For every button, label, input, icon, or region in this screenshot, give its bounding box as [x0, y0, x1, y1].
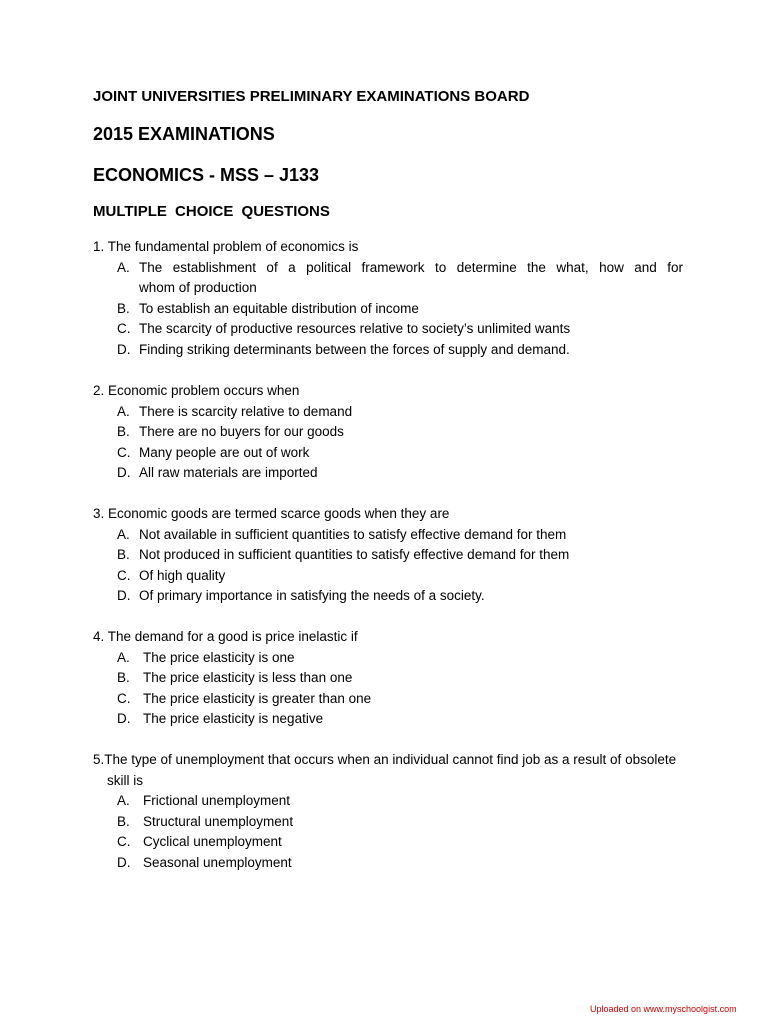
option-item: [93, 340, 683, 361]
upload-watermark: Uploaded on www.myschoolgist.com: [590, 1004, 737, 1014]
option-letter: A.: [117, 649, 130, 665]
option-text: Structural unemployment: [143, 813, 294, 829]
option-letter: B.: [117, 547, 130, 562]
option-letter: B.: [117, 670, 130, 685]
question-1: [93, 237, 683, 360]
option-letter: B.: [117, 424, 130, 439]
option-text: All raw materials are imported: [139, 465, 318, 480]
option-letter: C.: [117, 321, 131, 336]
option-list: [93, 525, 683, 607]
option-text: Not produced in sufficient quantities to satisfy effective demand for them: [139, 547, 570, 562]
option-text: There are no buyers for our goods: [139, 424, 344, 439]
option-text-continued: whom of production: [139, 280, 257, 295]
option-list: [93, 258, 683, 361]
exam-year-title: 2015 EXAMINATIONS: [93, 124, 275, 144]
question-stem: 2. Economic problem occurs when: [93, 383, 300, 398]
option-item: [93, 525, 683, 546]
question-4: [93, 627, 683, 730]
option-text: The establishment of a political framework to determine the what, how and for: [139, 259, 683, 275]
option-letter: D.: [117, 588, 131, 603]
option-letter: A.: [117, 526, 130, 542]
option-item: [93, 832, 683, 853]
option-text: Finding striking determinants between the forces of supply and demand.: [139, 341, 570, 357]
option-letter: C.: [117, 567, 131, 583]
option-letter: D.: [117, 341, 131, 357]
option-letter: A.: [117, 793, 130, 808]
question-5: [93, 750, 683, 873]
question-3: [93, 504, 683, 607]
option-item: [93, 668, 683, 689]
option-item: [93, 648, 683, 669]
option-letter: B.: [117, 300, 130, 316]
option-letter: C.: [117, 444, 131, 460]
option-text: Seasonal unemployment: [143, 854, 292, 870]
option-list: [93, 402, 683, 484]
option-letter: A.: [117, 259, 130, 275]
option-text: Of high quality: [139, 567, 226, 583]
option-text: Frictional unemployment: [143, 793, 291, 808]
option-item: [93, 422, 683, 443]
option-item: [93, 586, 683, 607]
option-text: To establish an equitable distribution of income: [139, 300, 419, 316]
option-item: [93, 319, 683, 340]
option-item: [93, 709, 683, 730]
question-2: [93, 381, 683, 484]
option-letter: C.: [117, 834, 131, 849]
option-letter: D.: [117, 854, 131, 870]
option-text: Not available in sufficient quantities to satisfy effective demand for them: [139, 526, 567, 542]
subject-title: ECONOMICS - MSS – J133: [93, 165, 320, 185]
option-item: [93, 258, 683, 299]
option-text: Many people are out of work: [139, 444, 310, 460]
option-item: [93, 853, 683, 874]
option-item: [93, 299, 683, 320]
option-item: [93, 545, 683, 566]
option-text: The scarcity of productive resources relative to society’s unlimited wants: [139, 321, 571, 336]
question-stem: 5.The type of unemployment that occurs when an individual cannot find job as a result of obsolete skill is: [93, 752, 677, 788]
section-title: MULTIPLE CHOICE QUESTIONS: [93, 203, 330, 220]
option-item: [93, 689, 683, 710]
option-text: The price elasticity is less than one: [143, 670, 353, 685]
option-item: [93, 463, 683, 484]
option-letter: D.: [117, 465, 131, 480]
option-item: [93, 812, 683, 833]
option-item: [93, 791, 683, 812]
option-item: [93, 566, 683, 587]
option-letter: B.: [117, 813, 130, 829]
question-stem: 3. Economic goods are termed scarce goods when they are: [93, 506, 450, 521]
option-text: Cyclical unemployment: [143, 834, 282, 849]
option-text: The price elasticity is greater than one: [143, 690, 372, 706]
option-text: The price elasticity is negative: [143, 711, 324, 726]
board-title: JOINT UNIVERSITIES PRELIMINARY EXAMINATIONS BOARD: [93, 88, 530, 105]
option-text: Of primary importance in satisfying the needs of a society.: [139, 588, 485, 603]
option-letter: D.: [117, 711, 131, 726]
option-item: [93, 443, 683, 464]
option-letter: A.: [117, 403, 130, 419]
option-list: [93, 648, 683, 730]
option-letter: C.: [117, 690, 131, 706]
question-stem: 4. The demand for a good is price inelastic if: [93, 629, 358, 644]
question-stem: 1. The fundamental problem of economics is: [93, 239, 359, 254]
option-list: [93, 791, 683, 873]
option-item: [93, 402, 683, 423]
option-text: The price elasticity is one: [143, 649, 295, 665]
option-text: There is scarcity relative to demand: [139, 403, 353, 419]
